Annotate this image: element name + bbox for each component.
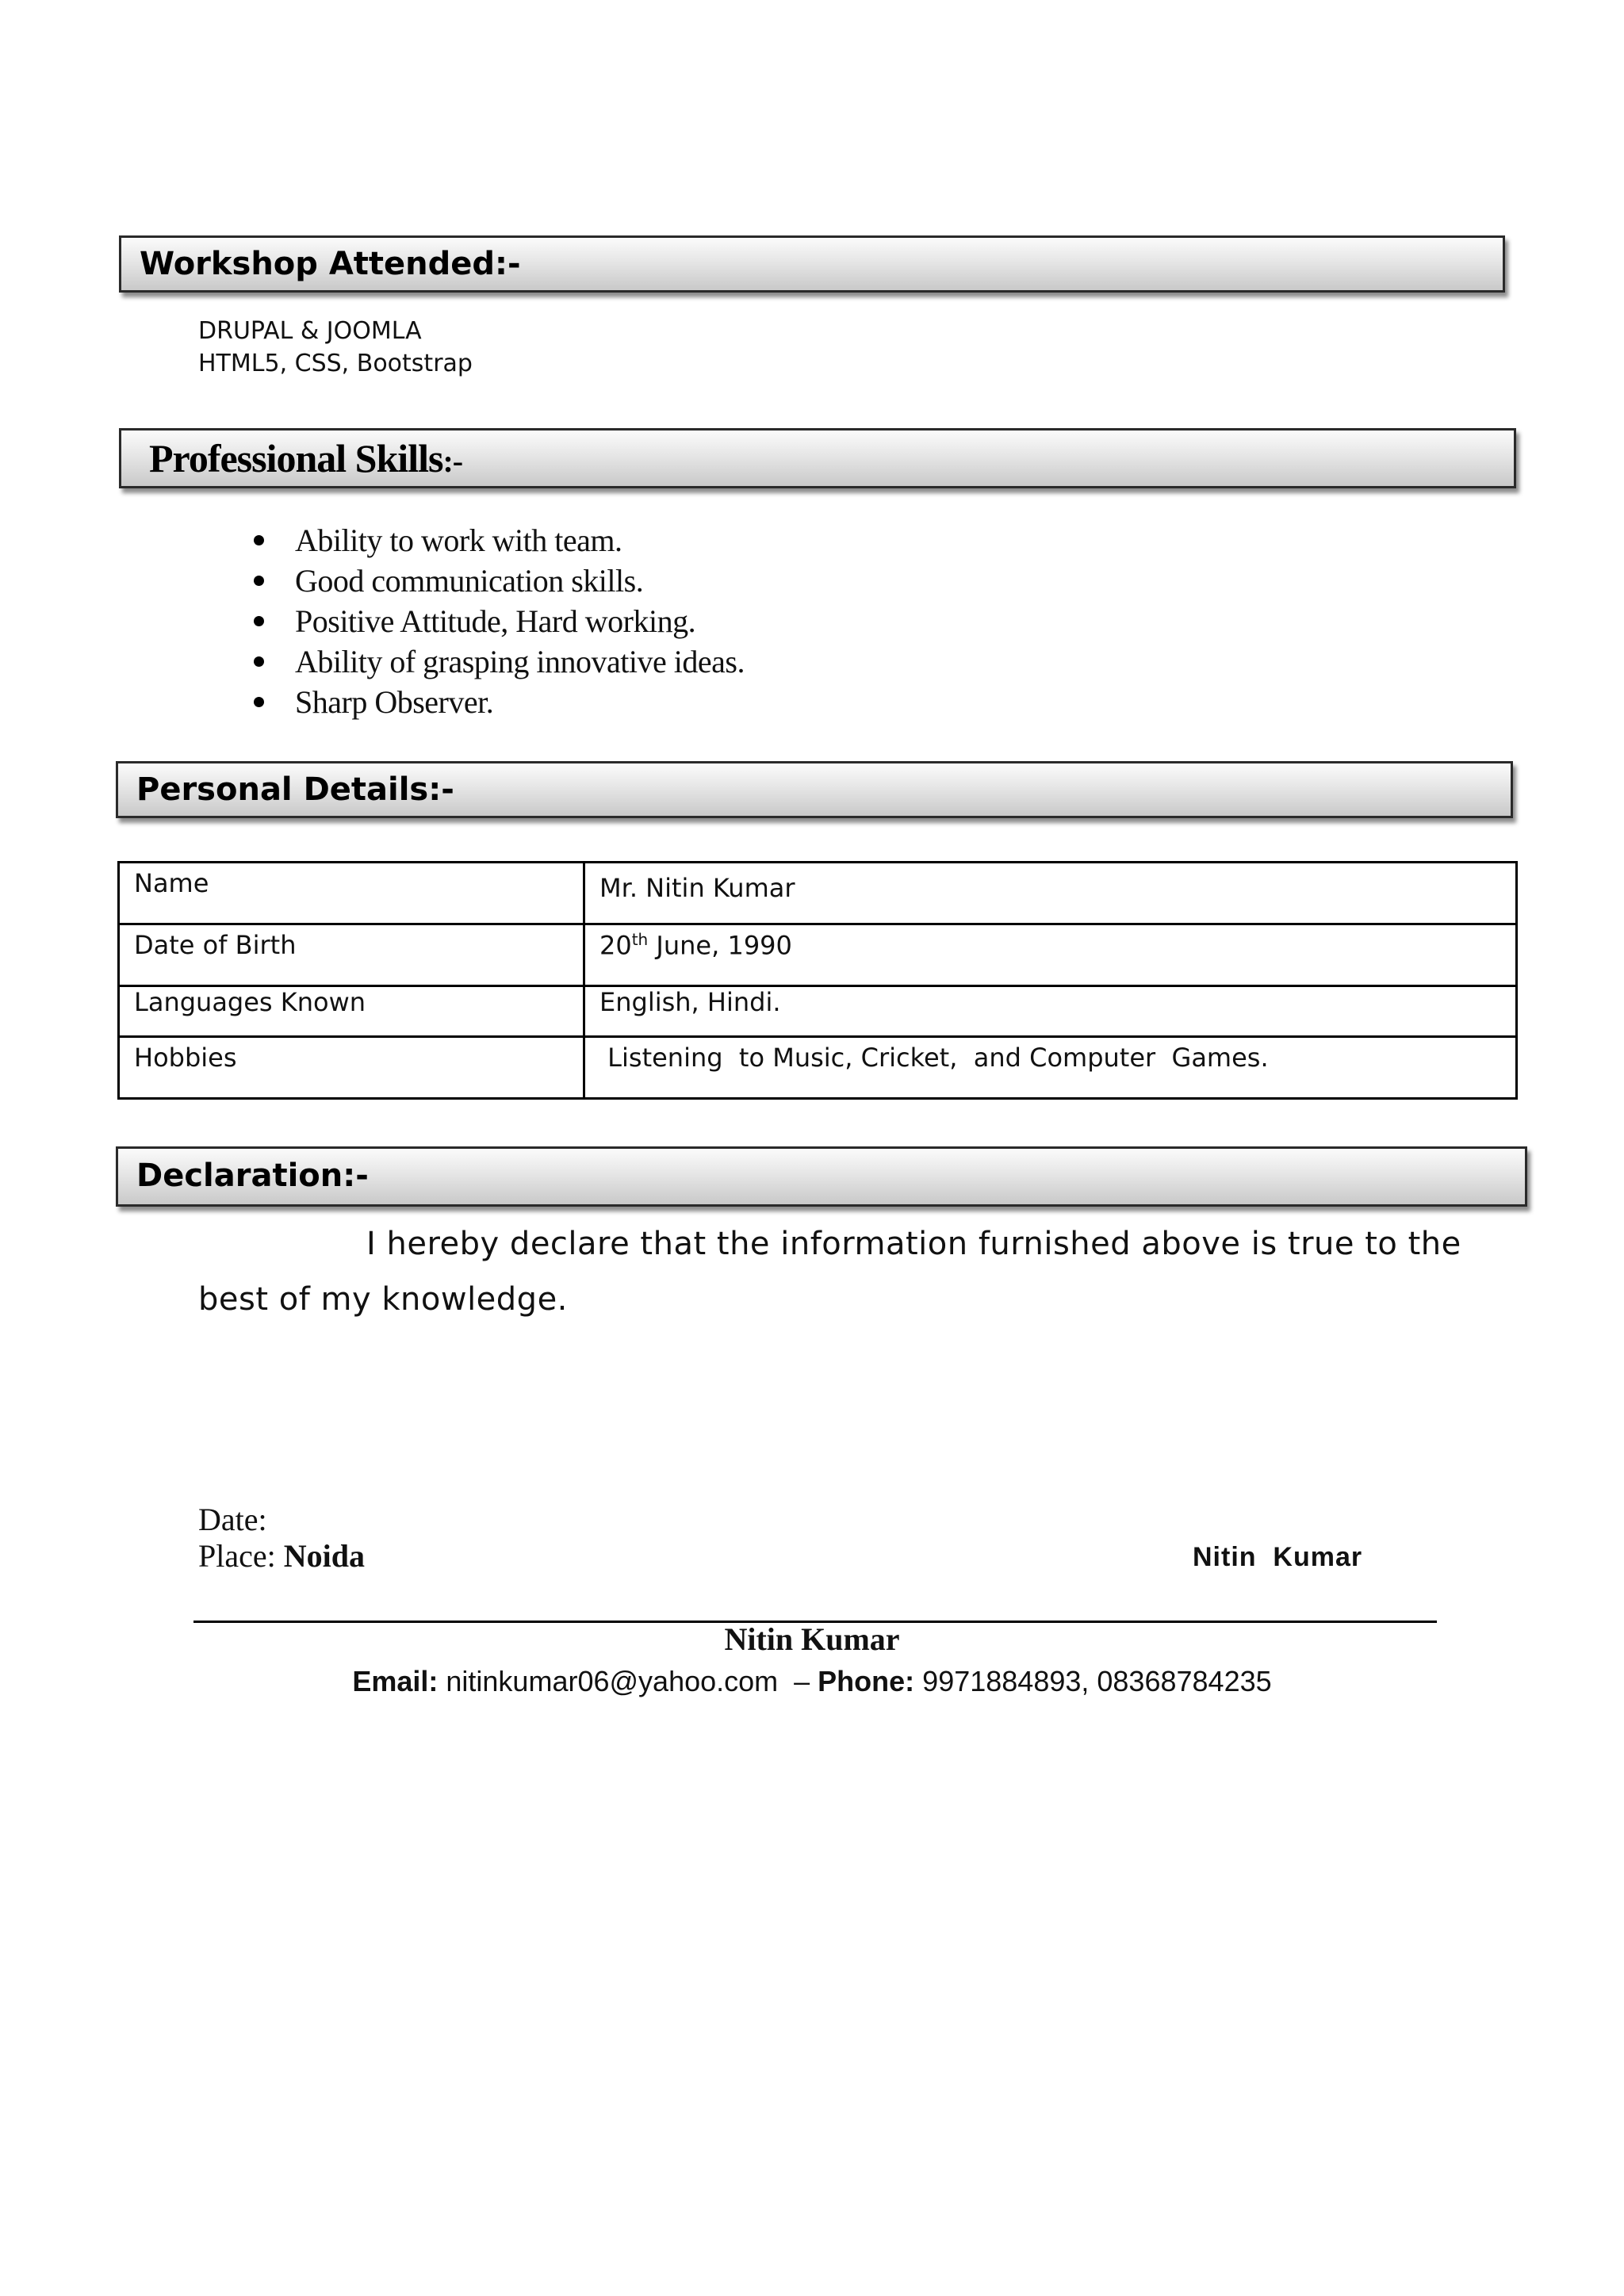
skill-item: Ability of grasping innovative ideas. xyxy=(254,641,745,682)
skill-item: Good communication skills. xyxy=(254,561,745,601)
email-label: Email: xyxy=(352,1665,439,1697)
skills-list xyxy=(254,520,745,722)
bullet-icon xyxy=(254,656,264,667)
row-key: Name xyxy=(119,863,584,924)
place-label: Place: xyxy=(198,1538,284,1574)
declaration-line-2: best of my knowledge. xyxy=(198,1281,568,1318)
bullet-icon xyxy=(254,616,264,626)
row-value: English, Hindi. xyxy=(584,986,1517,1037)
row-value: 20th June, 1990 xyxy=(584,924,1517,986)
personal-details-table xyxy=(117,861,1518,1100)
footer-contact xyxy=(0,1665,1624,1698)
phone-label: Phone: xyxy=(818,1665,915,1697)
bullet-icon xyxy=(254,535,264,545)
row-value: Mr. Nitin Kumar xyxy=(584,863,1517,924)
workshop-heading: Workshop Attended:- xyxy=(140,246,521,282)
skill-item: Positive Attitude, Hard working. xyxy=(254,601,745,641)
date-label: Date: xyxy=(198,1502,267,1537)
place-value: Noida xyxy=(283,1538,365,1574)
declaration-line-1: I hereby declare that the information furnished above is true to the xyxy=(366,1226,1461,1262)
place-line xyxy=(198,1537,365,1575)
footer-name: Nitin Kumar xyxy=(724,1621,900,1657)
skills-heading-suffix: :- xyxy=(442,443,463,479)
skills-heading-text: Professional Skills xyxy=(149,436,443,480)
bullet-icon xyxy=(254,576,264,586)
skills-heading xyxy=(149,435,462,481)
personal-heading: Personal Details:- xyxy=(136,771,454,808)
phone-value: 9971884893, 08368784235 xyxy=(914,1665,1272,1697)
signature-name: Nitin Kumar xyxy=(1193,1542,1363,1572)
row-key: Date of Birth xyxy=(119,924,584,986)
row-value: Listening to Music, Cricket, and Computer Games. xyxy=(584,1037,1517,1099)
row-key: Languages Known xyxy=(119,986,584,1037)
table-row xyxy=(119,924,1517,986)
table-row xyxy=(119,986,1517,1037)
email-value: nitinkumar06@yahoo.com – xyxy=(438,1665,818,1697)
skill-item: Sharp Observer. xyxy=(254,682,745,722)
skill-item: Ability to work with team. xyxy=(254,520,745,561)
row-key: Hobbies xyxy=(119,1037,584,1099)
table-row xyxy=(119,1037,1517,1099)
table-row xyxy=(119,863,1517,924)
workshop-item-1: DRUPAL & JOOMLA xyxy=(198,317,422,345)
workshop-item-2: HTML5, CSS, Bootstrap xyxy=(198,350,473,377)
bullet-icon xyxy=(254,697,264,707)
declaration-heading: Declaration:- xyxy=(136,1158,369,1194)
